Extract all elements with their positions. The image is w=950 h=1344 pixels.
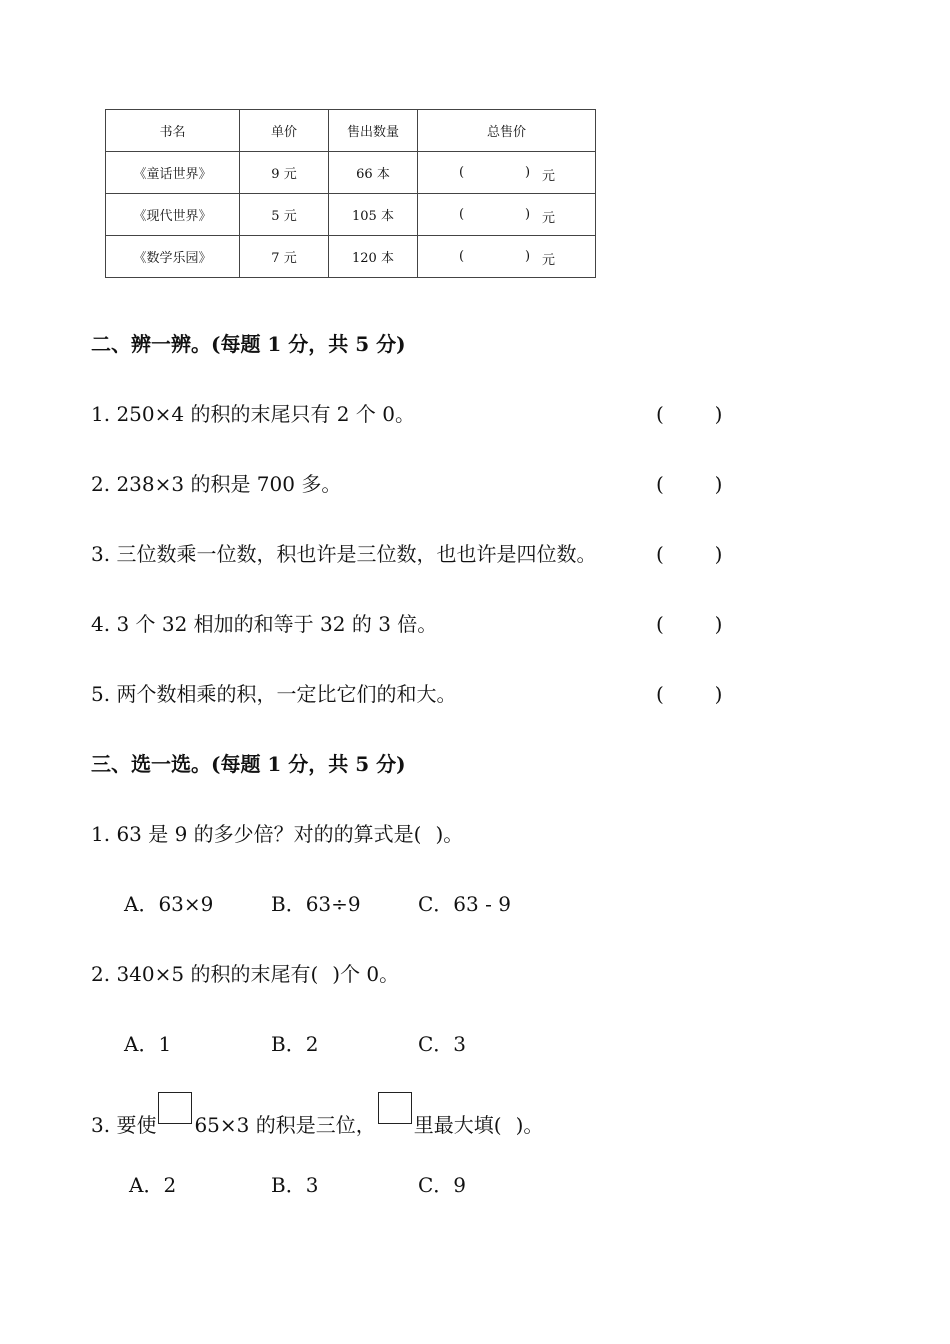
choice-question-1	[91, 821, 463, 847]
left-paren: (	[459, 249, 465, 264]
left-paren: (	[459, 207, 465, 222]
left-paren: (	[459, 165, 465, 180]
question-tail: )个 0。	[332, 962, 400, 986]
judge-answer-blank-2[interactable]: ( )	[656, 472, 723, 496]
q1-option-c[interactable]: C．63 - 9	[418, 892, 511, 916]
section3-heading: 三、选一选。(每题 1 分，共 5 分)	[91, 752, 406, 776]
judge-item-4: 4. 3 个 32 相加的和等于 32 的 3 倍。	[91, 612, 438, 636]
q1-option-a[interactable]: A．63×9	[124, 892, 214, 916]
right-paren: )	[525, 249, 531, 264]
question-tail: )。	[515, 1113, 544, 1137]
judge-item-5: 5. 两个数相乘的积，一定比它们的和大。	[91, 682, 457, 706]
q2-option-b[interactable]: B．2	[271, 1032, 319, 1056]
cell-total-blank[interactable]	[418, 194, 596, 236]
cell-book-name: 《童话世界》	[106, 152, 240, 194]
cell-price: 5 元	[240, 194, 329, 236]
q1-option-b[interactable]: B．63÷9	[271, 892, 361, 916]
cell-price: 9 元	[240, 152, 329, 194]
table-header-row	[106, 110, 596, 152]
cell-book-name: 《数学乐园》	[106, 236, 240, 278]
table-row	[106, 236, 596, 278]
judge-answer-blank-3[interactable]: ( )	[656, 542, 723, 566]
q2-option-a[interactable]: A．1	[124, 1032, 172, 1056]
judge-item-3: 3. 三位数乘一位数，积也许是三位数，也也许是四位数。	[91, 542, 597, 566]
digit-box-1[interactable]	[158, 1092, 192, 1124]
unit-label: 元	[542, 253, 556, 268]
cell-total-blank[interactable]	[418, 236, 596, 278]
cell-price: 7 元	[240, 236, 329, 278]
table-row	[106, 152, 596, 194]
question-text: 1. 63 是 9 的多少倍？对的的算式是(	[91, 822, 422, 846]
cell-quantity: 66 本	[329, 152, 418, 194]
header-unit-price: 单价	[240, 110, 329, 152]
question-text-post: 里最大填(	[413, 1113, 502, 1137]
q3-option-c[interactable]: C．9	[418, 1173, 467, 1197]
judge-item-1: 1. 250×4 的积的末尾只有 2 个 0。	[91, 402, 415, 426]
right-paren: )	[525, 207, 531, 222]
cell-total-blank[interactable]	[418, 152, 596, 194]
header-book-name: 书名	[106, 110, 240, 152]
judge-item-2: 2. 238×3 的积是 700 多。	[91, 472, 342, 496]
cell-quantity: 120 本	[329, 236, 418, 278]
judge-answer-blank-5[interactable]: ( )	[656, 682, 723, 706]
judge-answer-blank-4[interactable]: ( )	[656, 612, 723, 636]
cell-book-name: 《现代世界》	[106, 194, 240, 236]
question-text-pre: 3. 要使	[91, 1113, 157, 1137]
unit-label: 元	[542, 211, 556, 226]
unit-label: 元	[542, 169, 556, 184]
right-paren: )	[525, 165, 531, 180]
header-quantity: 售出数量	[329, 110, 418, 152]
q3-option-a[interactable]: A．2	[129, 1173, 177, 1197]
question-text-mid: 65×3 的积是三位，	[194, 1113, 376, 1137]
question-text: 2. 340×5 的积的末尾有(	[91, 962, 319, 986]
digit-box-2[interactable]	[378, 1092, 412, 1124]
judge-answer-blank-1[interactable]: ( )	[656, 402, 723, 426]
section2-heading: 二、辨一辨。(每题 1 分，共 5 分)	[91, 332, 406, 356]
choice-question-2	[91, 961, 399, 987]
question-tail: )。	[435, 822, 464, 846]
header-total: 总售价	[418, 110, 596, 152]
table-row	[106, 194, 596, 236]
q2-option-c[interactable]: C．3	[418, 1032, 467, 1056]
book-sales-table	[105, 109, 596, 278]
choice-question-3	[91, 1106, 543, 1138]
cell-quantity: 105 本	[329, 194, 418, 236]
q3-option-b[interactable]: B．3	[271, 1173, 319, 1197]
